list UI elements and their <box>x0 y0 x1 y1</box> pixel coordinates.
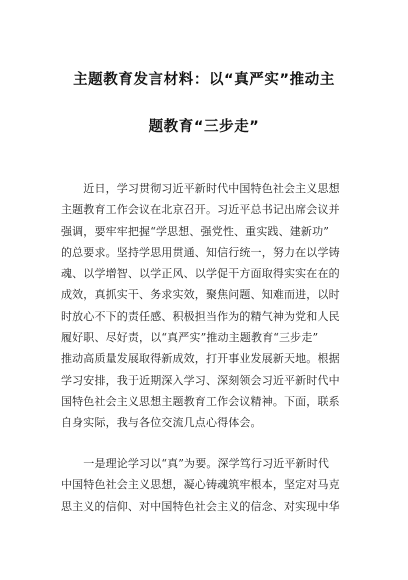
paragraph-line: 主题教育工作会议在北京召开。习近平总书记出席会议并 <box>61 203 340 217</box>
body-paragraph-intro <box>61 178 349 434</box>
paragraph-line: 一是理论学习以“真”为要。深学笃行习近平新时代 <box>61 457 329 470</box>
paragraph-line: 自身实际，我与各位交流几点心得体会。 <box>61 416 262 430</box>
paragraph-line: 履好职、尽好责，以“真严实”推动主题教育“三步走” <box>61 331 319 345</box>
paragraph-line: 推动高质量发展取得新成效，打开事业发展新天地。根据 <box>61 352 340 366</box>
body-paragraph-theory-study <box>61 453 349 517</box>
paragraph-line: 近日，学习贯彻习近平新时代中国特色社会主义思想 <box>61 182 340 195</box>
paragraph-line: 学习安排，我于近期深入学习、深刻领会习近平新时代中 <box>61 373 340 387</box>
paragraph-line: 时放心不下的责任感、积极担当作为的精气神为党和人民 <box>61 309 340 323</box>
paragraph-line: 中国特色社会主义思想，凝心铸魂筑牢根本，坚定对马克 <box>61 478 340 492</box>
paragraph-line: 思主义的信仰、对中国特色社会主义的信念、对实现中华 <box>61 499 340 513</box>
document-title-line-2: 题教育“三步走” <box>148 119 260 135</box>
paragraph-line: 国特色社会主义思想主题教育工作会议精神。下面，联系 <box>61 394 340 408</box>
paragraph-line: 强调，要牢牢把握“学思想、强党性、重实践、建新功” <box>61 224 329 238</box>
paragraph-line: 的总要求。坚持学思用贯通、知信行统一，努力在以学铸 <box>61 245 340 259</box>
paragraph-line: 魂、以学增智、以学正风、以学促干方面取得实实在在的 <box>61 267 340 281</box>
paragraph-line: 成效，真抓实干、务求实效，聚焦问题、知难而进，以时 <box>61 288 340 302</box>
document-title-line-1: 主题教育发言材料：以“真严实”推动主 <box>73 72 335 88</box>
